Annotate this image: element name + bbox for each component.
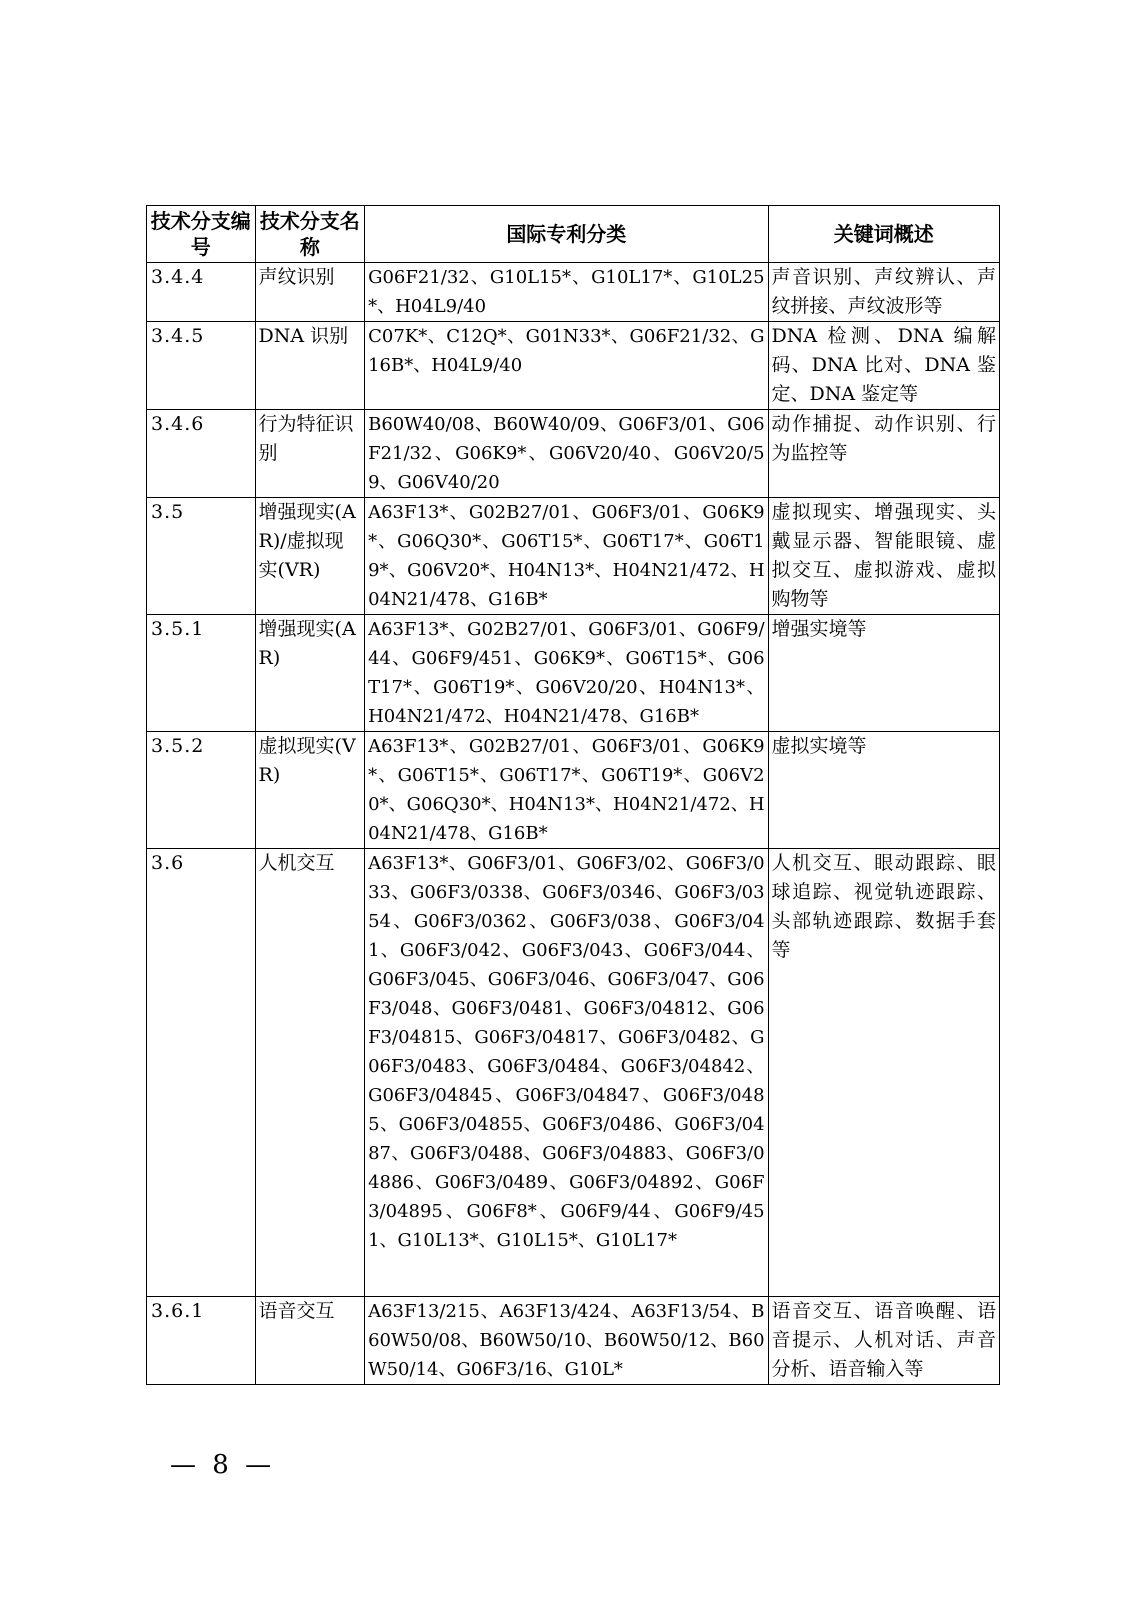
table-row xyxy=(147,732,1000,849)
ipc-codes: A63F13*、G06F3/01、G06F3/02、G06F3/033、G06F3/0338、G06F3/0346、G06F3/0354、G06F3/0362、G06F3/038、G06F3/041、G06F3/042、G06F3/043、G06F3/044、G06F3/045、G06F3/046、G06F3/047、G06F3/048、G06F3/0481、G06F3/04812、G06F3/04815、G06F3/04817、G06F3/0482、G06F3/0483、G06F3/0484、G06F3/04842、G06F3/04845、G06F3/04847、G06F3/0485、G06F3/04855、G06F3/0486、G06F3/0487、G06F3/0488、G06F3/04883、G06F3/04886、G06F3/0489、G06F3/04892、G06F3/04895、G06F8*、G06F9/44、G06F9/451、G10L13*、G10L15*、G10L17* xyxy=(365,849,768,1297)
table-row xyxy=(147,322,1000,410)
keywords: 人机交互、眼动跟踪、眼球追踪、视觉轨迹跟踪、头部轨迹跟踪、数据手套等 xyxy=(768,849,999,1297)
branch-code: 3.5.1 xyxy=(147,615,256,732)
ipc-codes: A63F13*、G02B27/01、G06F3/01、G06K9*、G06Q30*、G06T15*、G06T17*、G06T19*、G06V20*、H04N13*、H04N21/472、H04N21/478、G16B* xyxy=(365,498,768,615)
table-row xyxy=(147,615,1000,732)
table-header-row xyxy=(147,206,1000,263)
ipc-codes: G06F21/32、G10L15*、G10L17*、G10L25*、H04L9/40 xyxy=(365,263,768,322)
branch-name: DNA 识别 xyxy=(255,322,365,410)
branch-code: 3.6.1 xyxy=(147,1297,256,1385)
branch-code: 3.4.4 xyxy=(147,263,256,322)
keywords: DNA 检测、DNA 编解码、DNA 比对、DNA 鉴定、DNA 鉴定等 xyxy=(768,322,999,410)
table-row xyxy=(147,410,1000,498)
branch-name: 语音交互 xyxy=(255,1297,365,1385)
branch-code: 3.5 xyxy=(147,498,256,615)
table-row xyxy=(147,263,1000,322)
ipc-codes: C07K*、C12Q*、G01N33*、G06F21/32、G16B*、H04L9/40 xyxy=(365,322,768,410)
keywords: 声音识别、声纹辨认、声纹拼接、声纹波形等 xyxy=(768,263,999,322)
branch-name: 虚拟现实(VR) xyxy=(255,732,365,849)
branch-code: 3.4.6 xyxy=(147,410,256,498)
branch-name: 增强现实(AR)/虚拟现实(VR) xyxy=(255,498,365,615)
keywords: 语音交互、语音唤醒、语音提示、人机对话、声音分析、语音输入等 xyxy=(768,1297,999,1385)
ipc-codes: B60W40/08、B60W40/09、G06F3/01、G06F21/32、G06K9*、G06V20/40、G06V20/59、G06V40/20 xyxy=(365,410,768,498)
branch-code: 3.5.2 xyxy=(147,732,256,849)
table-row xyxy=(147,849,1000,1297)
keywords: 虚拟实境等 xyxy=(768,732,999,849)
branch-name: 行为特征识别 xyxy=(255,410,365,498)
keywords: 动作捕捉、动作识别、行为监控等 xyxy=(768,410,999,498)
branch-name: 声纹识别 xyxy=(255,263,365,322)
patent-classification-table xyxy=(146,205,1000,1385)
ipc-codes: A63F13*、G02B27/01、G06F3/01、G06K9*、G06T15*、G06T17*、G06T19*、G06V20*、G06Q30*、H04N13*、H04N21/472、H04N21/478、G16B* xyxy=(365,732,768,849)
table-row xyxy=(147,1297,1000,1385)
branch-code: 3.4.5 xyxy=(147,322,256,410)
keywords: 虚拟现实、增强现实、头戴显示器、智能眼镜、虚拟交互、虚拟游戏、虚拟购物等 xyxy=(768,498,999,615)
header-branch-code: 技术分支编号 xyxy=(147,206,256,263)
page-number: — 8 — xyxy=(170,1450,276,1480)
branch-name: 人机交互 xyxy=(255,849,365,1297)
branch-code: 3.6 xyxy=(147,849,256,1297)
header-branch-name: 技术分支名称 xyxy=(255,206,365,263)
keywords: 增强实境等 xyxy=(768,615,999,732)
ipc-codes: A63F13*、G02B27/01、G06F3/01、G06F9/44、G06F9/451、G06K9*、G06T15*、G06T17*、G06T19*、G06V20/20、H04N13*、H04N21/472、H04N21/478、G16B* xyxy=(365,615,768,732)
header-keywords: 关键词概述 xyxy=(768,206,999,263)
ipc-codes: A63F13/215、A63F13/424、A63F13/54、B60W50/08、B60W50/10、B60W50/12、B60W50/14、G06F3/16、G10L* xyxy=(365,1297,768,1385)
table-row xyxy=(147,498,1000,615)
header-ipc: 国际专利分类 xyxy=(365,206,768,263)
branch-name: 增强现实(AR) xyxy=(255,615,365,732)
